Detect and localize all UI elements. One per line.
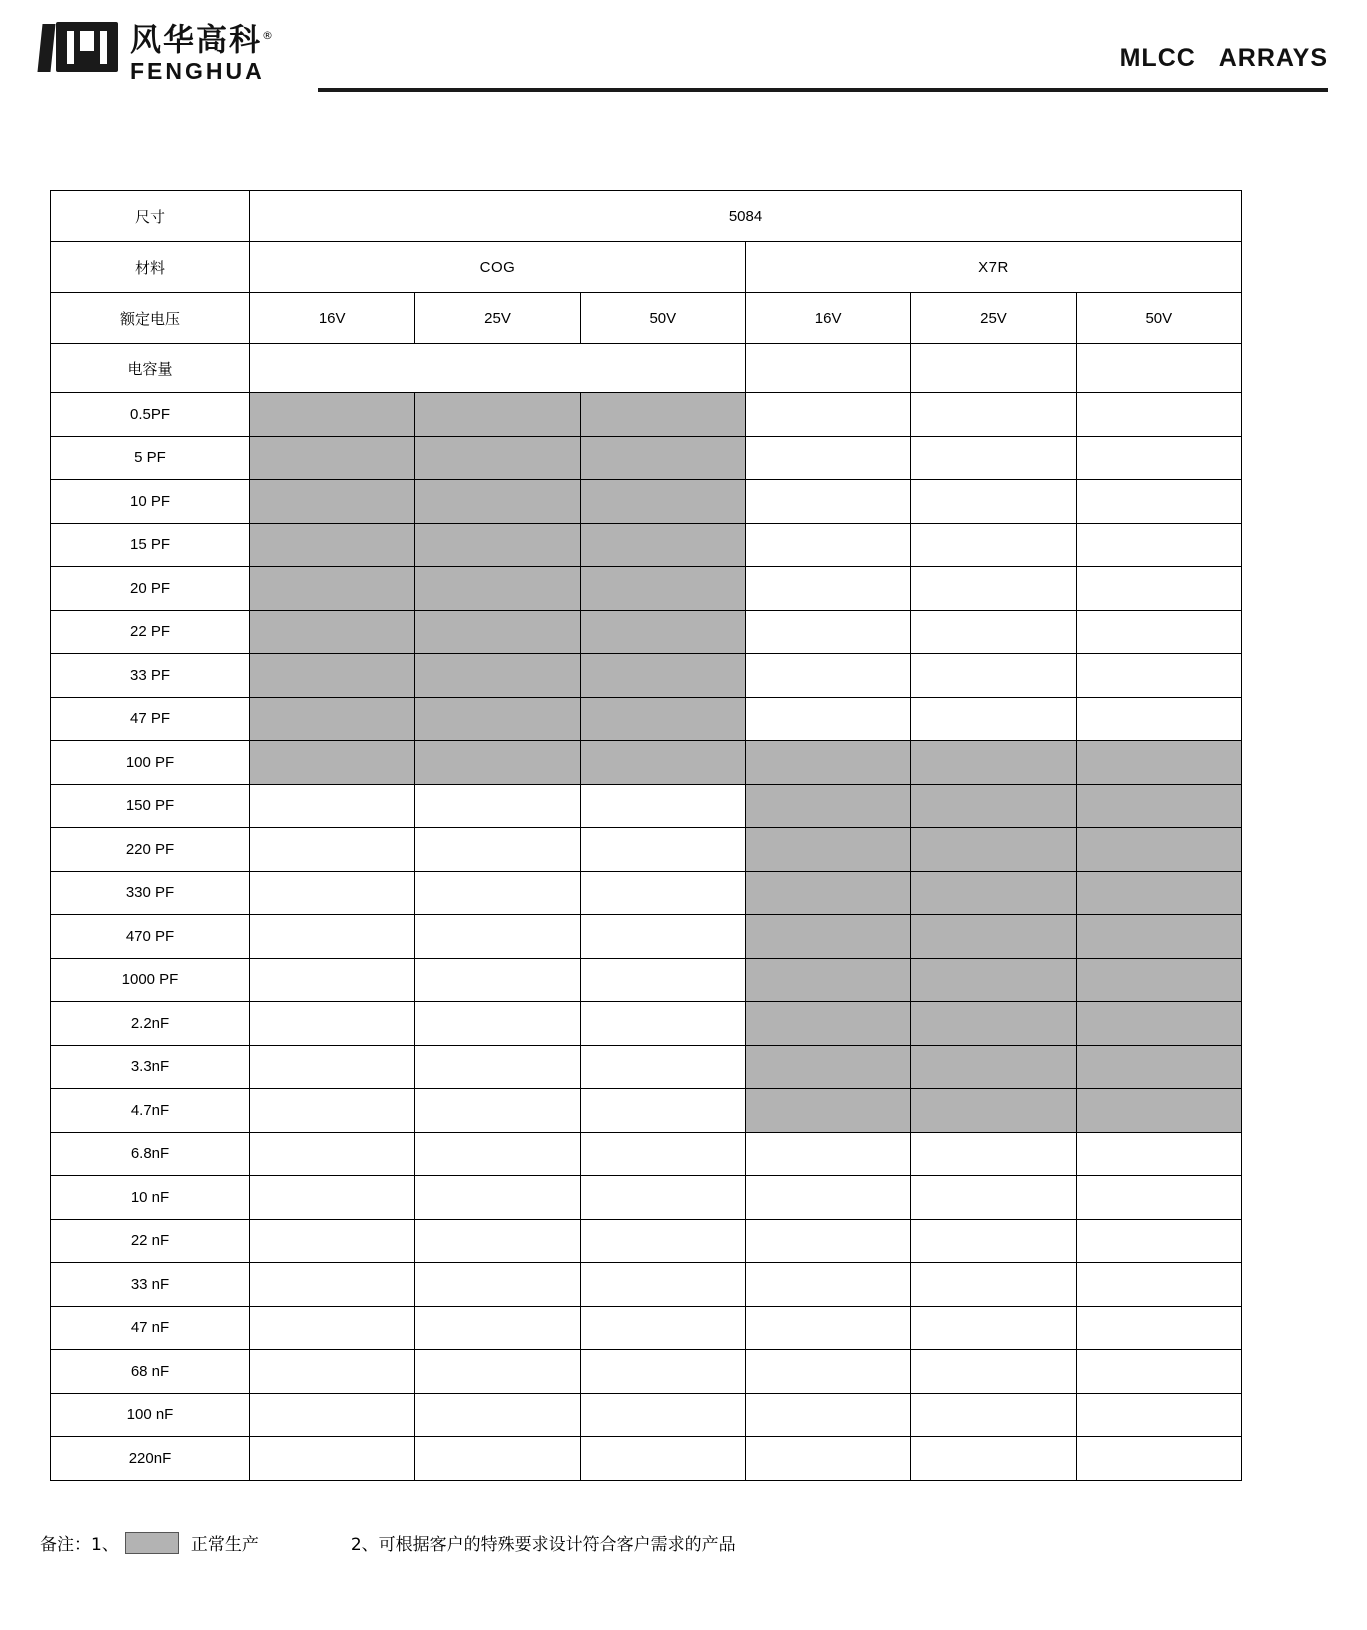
availability-cell-filled bbox=[911, 784, 1076, 828]
availability-cell-filled bbox=[415, 567, 580, 611]
availability-cell-empty bbox=[250, 1350, 415, 1394]
header-divider bbox=[318, 88, 1328, 92]
cell-size-value: 5084 bbox=[250, 191, 1242, 242]
row-header-size: 尺寸 bbox=[51, 191, 250, 242]
availability-cell-empty bbox=[415, 1437, 580, 1481]
availability-cell-empty bbox=[415, 1393, 580, 1437]
availability-cell-empty bbox=[415, 784, 580, 828]
logo-chinese-text: 风华高科 bbox=[130, 22, 262, 59]
availability-cell-empty bbox=[745, 610, 910, 654]
availability-cell-filled bbox=[250, 480, 415, 524]
legend-label: 正常生产 bbox=[190, 1535, 259, 1555]
capacitance-label: 6.8nF bbox=[51, 1132, 250, 1176]
availability-cell-empty bbox=[250, 958, 415, 1002]
availability-cell-filled bbox=[250, 436, 415, 480]
availability-cell-empty bbox=[1076, 567, 1241, 611]
availability-cell-empty bbox=[580, 1002, 745, 1046]
availability-cell-empty bbox=[911, 436, 1076, 480]
availability-cell-filled bbox=[415, 480, 580, 524]
availability-cell-filled bbox=[415, 393, 580, 437]
availability-cell-filled bbox=[580, 567, 745, 611]
availability-cell-filled bbox=[415, 523, 580, 567]
capacitance-label: 150 PF bbox=[51, 784, 250, 828]
table-row bbox=[51, 654, 1242, 698]
table-row bbox=[51, 393, 1242, 437]
availability-cell-filled bbox=[250, 697, 415, 741]
capacitance-label: 68 nF bbox=[51, 1350, 250, 1394]
availability-cell-empty bbox=[415, 1002, 580, 1046]
availability-cell-empty bbox=[745, 1393, 910, 1437]
capacitance-label: 220nF bbox=[51, 1437, 250, 1481]
availability-cell-empty bbox=[250, 1002, 415, 1046]
table-row-material bbox=[51, 242, 1242, 293]
table-row-size bbox=[51, 191, 1242, 242]
availability-cell-empty bbox=[745, 1219, 910, 1263]
availability-cell-empty bbox=[745, 1263, 910, 1307]
availability-cell-empty bbox=[580, 1089, 745, 1133]
availability-cell-filled bbox=[250, 654, 415, 698]
availability-cell-empty bbox=[911, 567, 1076, 611]
availability-cell-empty bbox=[580, 828, 745, 872]
table-row bbox=[51, 1393, 1242, 1437]
availability-cell-filled bbox=[580, 610, 745, 654]
availability-cell-empty bbox=[580, 1306, 745, 1350]
availability-cell-filled bbox=[580, 436, 745, 480]
availability-cell-empty bbox=[415, 1176, 580, 1220]
table-row bbox=[51, 741, 1242, 785]
availability-cell-filled bbox=[1076, 871, 1241, 915]
availability-cell-empty bbox=[580, 1045, 745, 1089]
table-row bbox=[51, 1132, 1242, 1176]
availability-cell-empty bbox=[911, 1132, 1076, 1176]
availability-cell-filled bbox=[745, 871, 910, 915]
availability-cell-empty bbox=[1076, 1176, 1241, 1220]
table-row bbox=[51, 567, 1242, 611]
availability-cell-filled bbox=[580, 697, 745, 741]
capacitance-label: 10 PF bbox=[51, 480, 250, 524]
availability-cell-filled bbox=[415, 436, 580, 480]
cell-capacitance-spacer-x7r-50v bbox=[1076, 344, 1241, 393]
cell-material-x7r: X7R bbox=[745, 242, 1241, 293]
availability-cell-empty bbox=[911, 480, 1076, 524]
table-row bbox=[51, 828, 1242, 872]
availability-cell-empty bbox=[911, 610, 1076, 654]
availability-cell-empty bbox=[580, 784, 745, 828]
table-row bbox=[51, 610, 1242, 654]
availability-cell-filled bbox=[911, 1045, 1076, 1089]
availability-cell-filled bbox=[911, 1002, 1076, 1046]
cell-voltage-x7r-50v: 50V bbox=[1076, 293, 1241, 344]
availability-cell-empty bbox=[1076, 1219, 1241, 1263]
capacitance-label: 22 nF bbox=[51, 1219, 250, 1263]
availability-cell-empty bbox=[911, 1393, 1076, 1437]
table-row bbox=[51, 958, 1242, 1002]
availability-cell-empty bbox=[1076, 1263, 1241, 1307]
availability-cell-filled bbox=[1076, 1089, 1241, 1133]
capacitance-label: 100 PF bbox=[51, 741, 250, 785]
availability-cell-empty bbox=[580, 871, 745, 915]
page-title: MLCC ARRAYS bbox=[1119, 44, 1328, 72]
table-row bbox=[51, 871, 1242, 915]
availability-cell-empty bbox=[415, 1089, 580, 1133]
table-row-capacitance-header bbox=[51, 344, 1242, 393]
company-logo bbox=[38, 18, 275, 84]
availability-cell-empty bbox=[415, 1350, 580, 1394]
logo-chinese-name bbox=[130, 18, 275, 58]
availability-cell-filled bbox=[580, 741, 745, 785]
page-header bbox=[38, 18, 1328, 98]
availability-cell-empty bbox=[250, 1306, 415, 1350]
fenghua-logo-icon bbox=[38, 18, 120, 74]
cell-material-cog: COG bbox=[250, 242, 746, 293]
availability-cell-filled bbox=[911, 915, 1076, 959]
availability-cell-empty bbox=[415, 915, 580, 959]
availability-cell-empty bbox=[250, 1393, 415, 1437]
availability-cell-filled bbox=[911, 958, 1076, 1002]
footer-note-2: 2、可根据客户的特殊要求设计符合客户需求的产品 bbox=[350, 1535, 736, 1555]
logo-english-name: FENGHUA bbox=[130, 58, 265, 85]
availability-cell-filled bbox=[580, 393, 745, 437]
availability-cell-empty bbox=[1076, 1393, 1241, 1437]
availability-cell-filled bbox=[250, 610, 415, 654]
availability-cell-empty bbox=[250, 1089, 415, 1133]
row-header-rated-voltage: 额定电压 bbox=[51, 293, 250, 344]
availability-cell-empty bbox=[250, 915, 415, 959]
availability-cell-empty bbox=[745, 436, 910, 480]
availability-cell-empty bbox=[745, 1132, 910, 1176]
availability-cell-filled bbox=[1076, 915, 1241, 959]
availability-cell-filled bbox=[745, 828, 910, 872]
table-row bbox=[51, 436, 1242, 480]
capacitance-label: 5 PF bbox=[51, 436, 250, 480]
capacitance-label: 4.7nF bbox=[51, 1089, 250, 1133]
availability-cell-empty bbox=[745, 1350, 910, 1394]
availability-cell-empty bbox=[250, 828, 415, 872]
cell-capacitance-spacer-x7r-25v bbox=[911, 344, 1076, 393]
availability-cell-filled bbox=[1076, 1002, 1241, 1046]
cell-voltage-x7r-25v: 25V bbox=[911, 293, 1076, 344]
availability-cell-filled bbox=[1076, 741, 1241, 785]
table-row bbox=[51, 1350, 1242, 1394]
cell-capacitance-spacer-cog bbox=[250, 344, 746, 393]
spec-table-container bbox=[50, 190, 1242, 1481]
availability-cell-filled bbox=[415, 654, 580, 698]
availability-cell-empty bbox=[745, 1306, 910, 1350]
row-header-material: 材料 bbox=[51, 242, 250, 293]
availability-cell-filled bbox=[580, 654, 745, 698]
capacitance-availability-table bbox=[50, 190, 1242, 1481]
availability-cell-empty bbox=[911, 1306, 1076, 1350]
table-row bbox=[51, 523, 1242, 567]
availability-cell-empty bbox=[250, 1176, 415, 1220]
availability-cell-empty bbox=[415, 1219, 580, 1263]
footer-note-lead: 备注：1、 bbox=[40, 1535, 119, 1555]
availability-cell-filled bbox=[415, 697, 580, 741]
capacitance-label: 33 PF bbox=[51, 654, 250, 698]
availability-cell-empty bbox=[911, 654, 1076, 698]
availability-cell-empty bbox=[415, 871, 580, 915]
cell-voltage-cog-25v: 25V bbox=[415, 293, 580, 344]
availability-cell-filled bbox=[745, 958, 910, 1002]
capacitance-label: 3.3nF bbox=[51, 1045, 250, 1089]
capacitance-label: 470 PF bbox=[51, 915, 250, 959]
table-row-rated-voltage bbox=[51, 293, 1242, 344]
capacitance-label: 47 PF bbox=[51, 697, 250, 741]
availability-cell-filled bbox=[1076, 784, 1241, 828]
availability-cell-filled bbox=[745, 784, 910, 828]
availability-cell-filled bbox=[911, 828, 1076, 872]
availability-cell-filled bbox=[1076, 828, 1241, 872]
availability-cell-empty bbox=[250, 871, 415, 915]
availability-cell-empty bbox=[911, 393, 1076, 437]
cell-capacitance-spacer-x7r-16v bbox=[745, 344, 910, 393]
availability-cell-filled bbox=[1076, 958, 1241, 1002]
availability-cell-filled bbox=[415, 610, 580, 654]
capacitance-label: 100 nF bbox=[51, 1393, 250, 1437]
availability-cell-filled bbox=[250, 523, 415, 567]
availability-cell-empty bbox=[911, 1350, 1076, 1394]
availability-cell-empty bbox=[1076, 436, 1241, 480]
availability-cell-filled bbox=[415, 741, 580, 785]
availability-cell-empty bbox=[1076, 523, 1241, 567]
availability-cell-filled bbox=[1076, 1045, 1241, 1089]
capacitance-label: 22 PF bbox=[51, 610, 250, 654]
capacitance-label: 33 nF bbox=[51, 1263, 250, 1307]
availability-cell-empty bbox=[250, 1045, 415, 1089]
capacitance-label: 2.2nF bbox=[51, 1002, 250, 1046]
availability-cell-filled bbox=[911, 1089, 1076, 1133]
availability-cell-filled bbox=[580, 523, 745, 567]
availability-cell-empty bbox=[415, 1132, 580, 1176]
availability-cell-empty bbox=[1076, 1437, 1241, 1481]
table-row bbox=[51, 784, 1242, 828]
availability-cell-filled bbox=[745, 1002, 910, 1046]
availability-cell-empty bbox=[911, 1176, 1076, 1220]
capacitance-label: 1000 PF bbox=[51, 958, 250, 1002]
availability-cell-filled bbox=[911, 871, 1076, 915]
availability-cell-empty bbox=[250, 1437, 415, 1481]
availability-cell-empty bbox=[1076, 1350, 1241, 1394]
availability-cell-empty bbox=[415, 958, 580, 1002]
cell-voltage-cog-16v: 16V bbox=[250, 293, 415, 344]
table-row bbox=[51, 1437, 1242, 1481]
availability-cell-filled bbox=[580, 480, 745, 524]
availability-cell-empty bbox=[1076, 1132, 1241, 1176]
legend-swatch-icon bbox=[125, 1532, 179, 1554]
availability-cell-empty bbox=[911, 523, 1076, 567]
availability-cell-filled bbox=[250, 567, 415, 611]
availability-cell-filled bbox=[745, 1045, 910, 1089]
availability-cell-empty bbox=[745, 654, 910, 698]
availability-cell-empty bbox=[415, 828, 580, 872]
availability-cell-empty bbox=[580, 1437, 745, 1481]
table-row bbox=[51, 1306, 1242, 1350]
table-row bbox=[51, 1002, 1242, 1046]
availability-cell-empty bbox=[250, 1132, 415, 1176]
table-row bbox=[51, 1219, 1242, 1263]
availability-cell-empty bbox=[250, 1219, 415, 1263]
availability-cell-filled bbox=[745, 741, 910, 785]
table-row bbox=[51, 1176, 1242, 1220]
availability-cell-empty bbox=[1076, 610, 1241, 654]
availability-cell-empty bbox=[911, 1219, 1076, 1263]
availability-cell-empty bbox=[580, 1219, 745, 1263]
capacitance-label: 15 PF bbox=[51, 523, 250, 567]
availability-cell-empty bbox=[1076, 654, 1241, 698]
availability-cell-filled bbox=[911, 741, 1076, 785]
row-header-capacitance: 电容量 bbox=[51, 344, 250, 393]
cell-voltage-cog-50v: 50V bbox=[580, 293, 745, 344]
capacitance-label: 0.5PF bbox=[51, 393, 250, 437]
availability-cell-empty bbox=[745, 523, 910, 567]
table-row bbox=[51, 480, 1242, 524]
availability-cell-empty bbox=[745, 567, 910, 611]
cell-voltage-x7r-16v: 16V bbox=[745, 293, 910, 344]
availability-cell-empty bbox=[911, 1263, 1076, 1307]
availability-cell-empty bbox=[745, 480, 910, 524]
availability-cell-empty bbox=[911, 1437, 1076, 1481]
capacitance-label: 220 PF bbox=[51, 828, 250, 872]
availability-cell-empty bbox=[580, 1176, 745, 1220]
availability-cell-empty bbox=[415, 1045, 580, 1089]
availability-cell-empty bbox=[911, 697, 1076, 741]
registered-trademark-icon: ® bbox=[262, 29, 275, 42]
footer-note bbox=[40, 1530, 1330, 1555]
table-row bbox=[51, 1045, 1242, 1089]
availability-cell-empty bbox=[745, 1437, 910, 1481]
availability-cell-filled bbox=[250, 393, 415, 437]
table-row bbox=[51, 915, 1242, 959]
table-row bbox=[51, 1263, 1242, 1307]
availability-cell-empty bbox=[250, 784, 415, 828]
capacitance-label: 47 nF bbox=[51, 1306, 250, 1350]
availability-cell-empty bbox=[580, 915, 745, 959]
availability-cell-empty bbox=[415, 1263, 580, 1307]
availability-cell-empty bbox=[580, 1393, 745, 1437]
availability-cell-filled bbox=[745, 1089, 910, 1133]
availability-cell-empty bbox=[745, 1176, 910, 1220]
availability-cell-filled bbox=[745, 915, 910, 959]
table-body bbox=[51, 191, 1242, 1481]
logo-text bbox=[130, 18, 275, 84]
availability-cell-empty bbox=[745, 697, 910, 741]
availability-cell-empty bbox=[415, 1306, 580, 1350]
availability-cell-empty bbox=[580, 1132, 745, 1176]
table-row bbox=[51, 697, 1242, 741]
availability-cell-empty bbox=[580, 1350, 745, 1394]
availability-cell-filled bbox=[250, 741, 415, 785]
availability-cell-empty bbox=[745, 393, 910, 437]
availability-cell-empty bbox=[1076, 697, 1241, 741]
capacitance-label: 330 PF bbox=[51, 871, 250, 915]
availability-cell-empty bbox=[250, 1263, 415, 1307]
availability-cell-empty bbox=[1076, 480, 1241, 524]
availability-cell-empty bbox=[580, 958, 745, 1002]
capacitance-label: 20 PF bbox=[51, 567, 250, 611]
availability-cell-empty bbox=[1076, 1306, 1241, 1350]
capacitance-label: 10 nF bbox=[51, 1176, 250, 1220]
availability-cell-empty bbox=[580, 1263, 745, 1307]
availability-cell-empty bbox=[1076, 393, 1241, 437]
table-row bbox=[51, 1089, 1242, 1133]
